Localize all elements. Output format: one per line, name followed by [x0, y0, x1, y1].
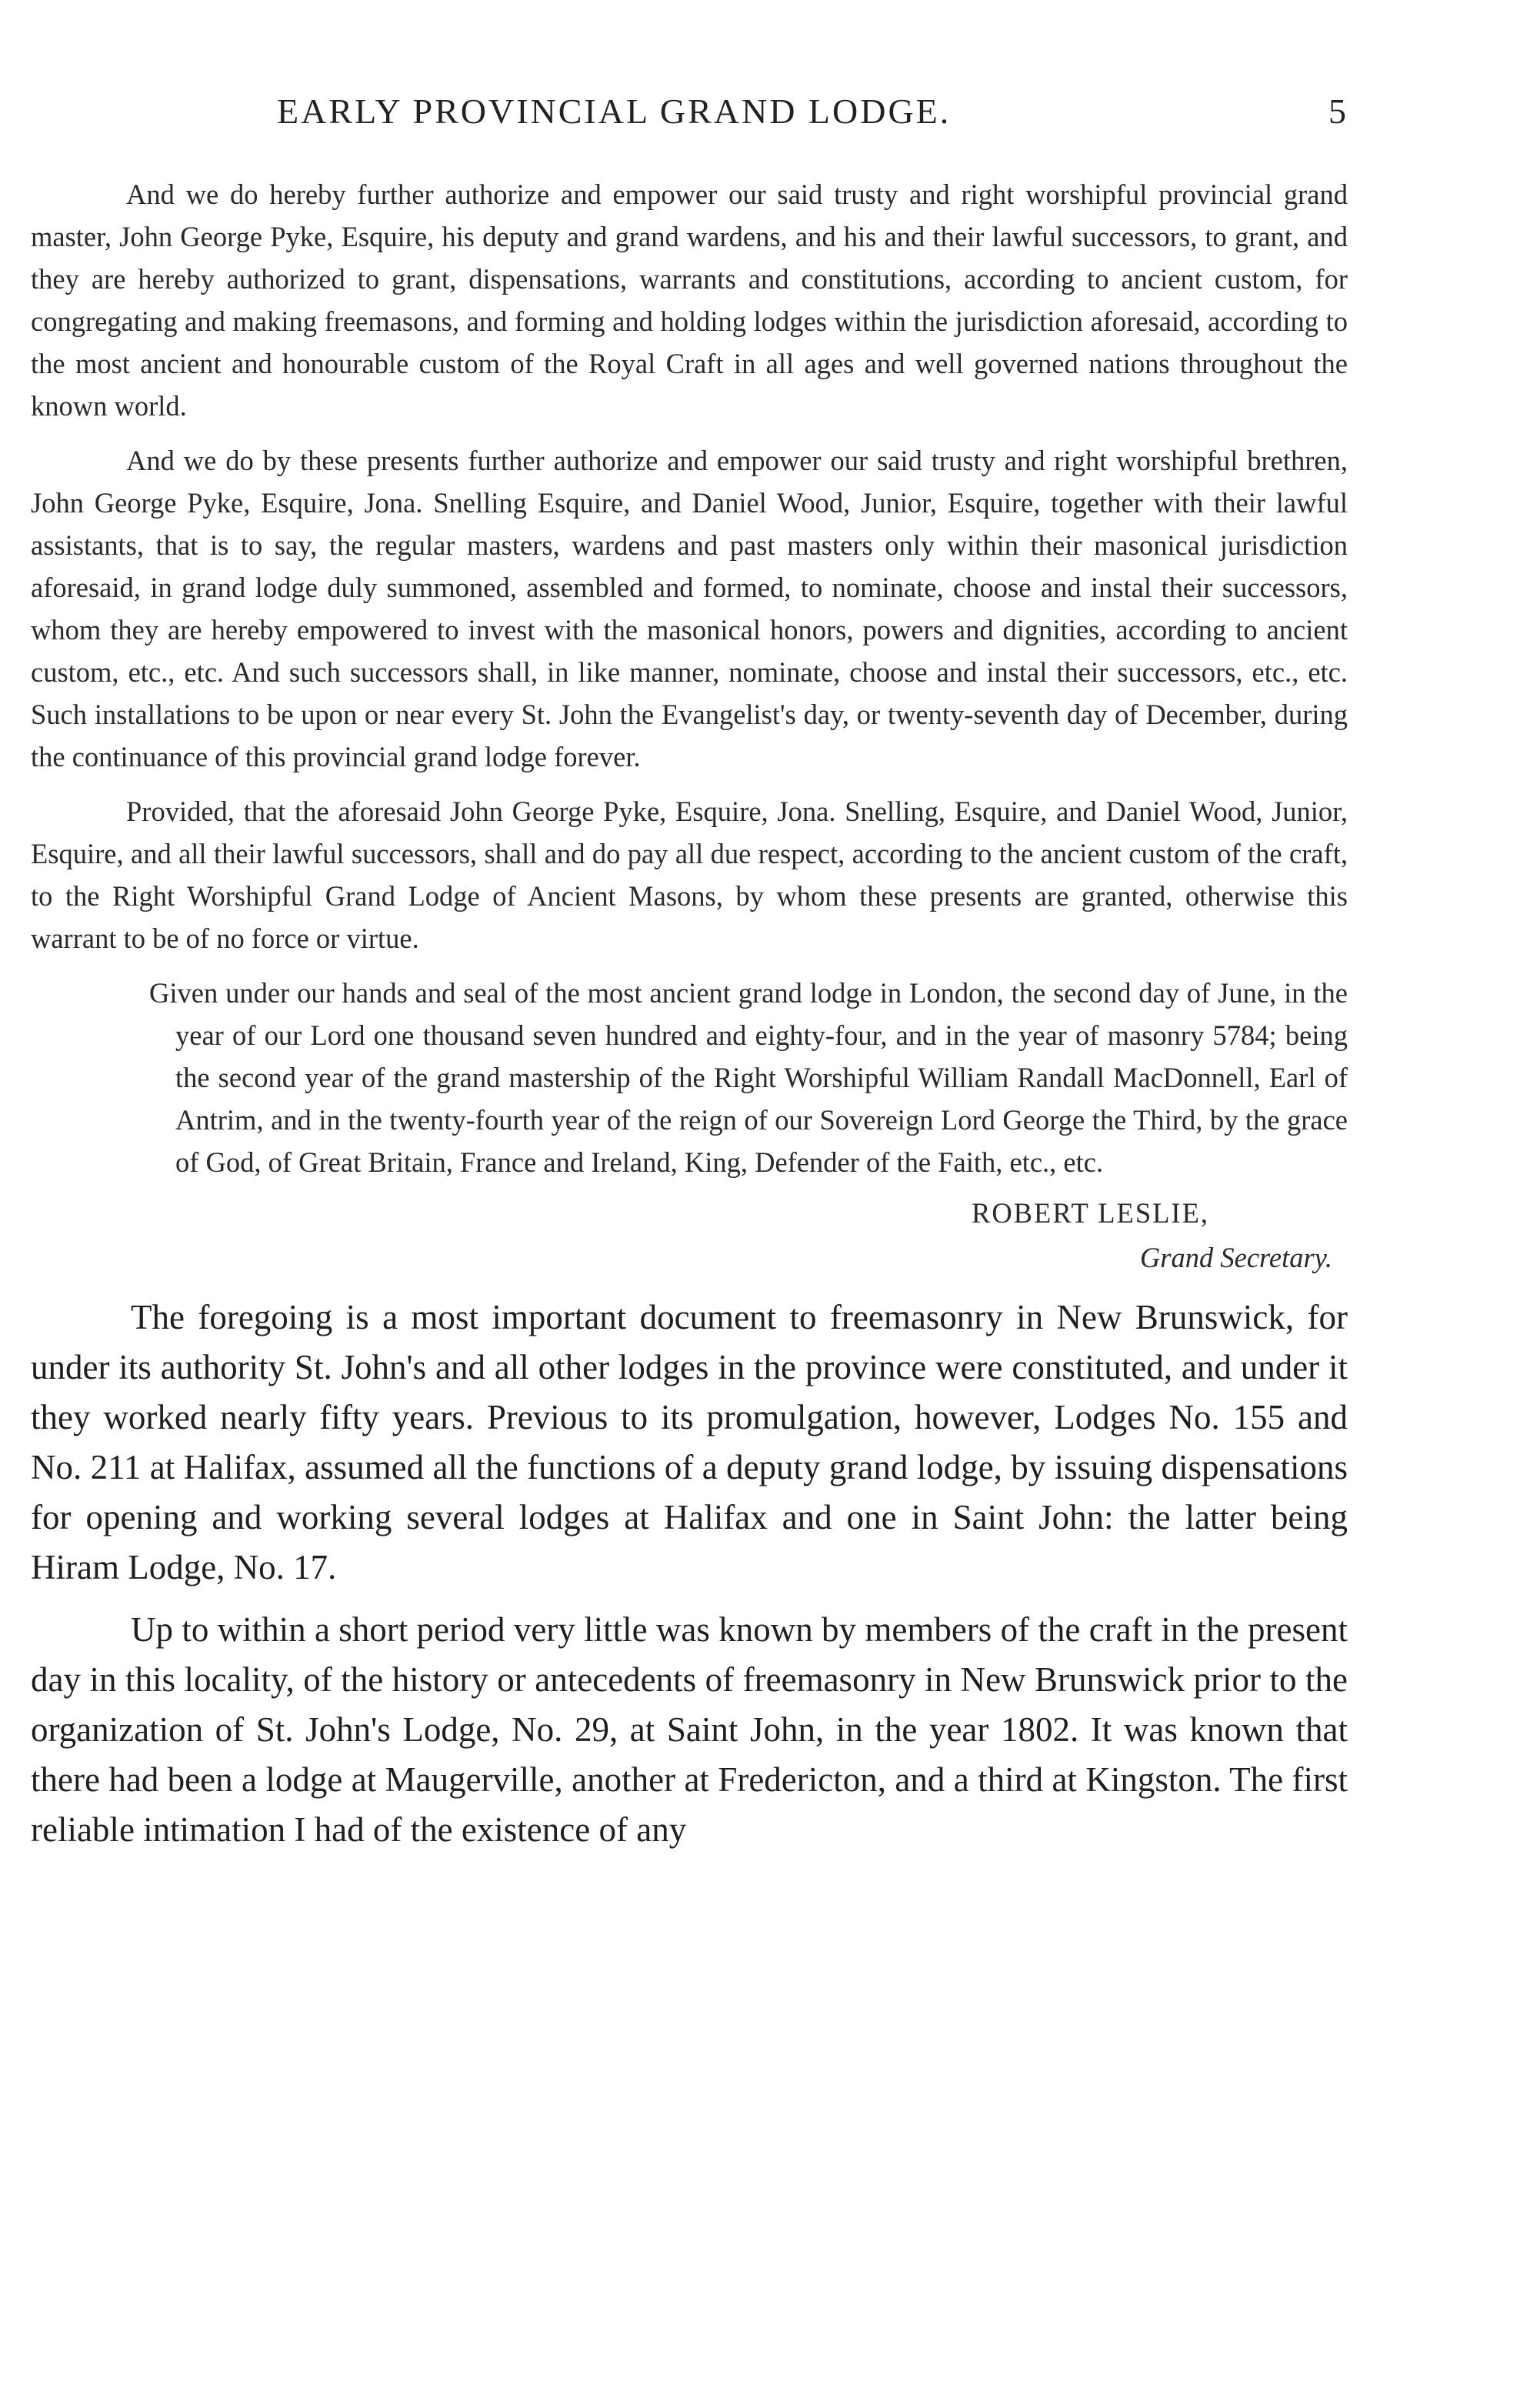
page-header — [277, 91, 1346, 137]
signature-name: ROBERT LESLIE, — [971, 1197, 1209, 1229]
given-clause: Given under our hands and seal of the most ancient grand lodge in London, the second day of June, in the year of our Lord one thousand seven hundred and eighty-four, and in the year of masonry 5784; being the second year of the grand mastership of the Right Worshipful William Randall MacDonnell, Earl of Antrim, and in the twenty-fourth year of the reign of our Sovereign Lord George the Third, by the grace of God, of Great Britain, France and Ireland, King, Defender of the Faith, etc., etc. — [149, 977, 1348, 1178]
signature-title: Grand Secretary. — [1139, 1242, 1332, 1273]
body-paragraph: Up to within a short period very little was known by members of the craft in the present day in this locality, of the history or antecedents of freemasonry in New Brunswick prior to the organization of St. John's Lodge, No. 29, at Saint John, in the year 1802. It was known that there had been a lodge at Maugerville, another at Fredericton, and a third at Kingston. The first reliable intimation I had of the existence of any — [31, 1610, 1348, 1849]
warrant-paragraph: And we do hereby further authorize and empower our said trusty and right worshipful provincial grand master, John George Pyke, Esquire, his deputy and grand wardens, and his and their lawful successors, to grant, and they are hereby authorized to grant, dispensations, warrants and constitutions, according to ancient custom, for congregating and making freemasons, and forming and holding lodges within the jurisdiction aforesaid, according to the most ancient and honourable custom of the Royal Craft in all ages and well governed nations throughout the known world. — [31, 178, 1348, 422]
body-paragraph: The foregoing is a most important document to freemasonry in New Brunswick, for under its authority St. John's and all other lodges in the province were constituted, and under it they worked nearly fifty years. Previous to its promulgation, however, Lodges No. 155 and No. 211 at Halifax, assumed all the functions of a deputy grand lodge, by issuing dispensations for opening and working several lodges at Halifax and one in Saint John: the latter being Hiram Lodge, No. 17. — [31, 1298, 1348, 1586]
warrant-paragraph: Provided, that the aforesaid John George Pyke, Esquire, Jona. Snelling, Esquire, and Daniel Wood, Junior, Esquire, and all their lawful successors, shall and do pay all due respect, according to the ancient custom of the craft, to the Right Worshipful Grand Lodge of Ancient Masons, by whom these presents are granted, otherwise this warrant to be of no force or virtue. — [31, 796, 1348, 954]
running-head: EARLY PROVINCIAL GRAND LODGE. — [277, 92, 952, 131]
warrant-paragraph: And we do by these presents further authorize and empower our said trusty and right worshipful brethren, John George Pyke, Esquire, Jona. Snelling Esquire, and Daniel Wood, Junior, Esquire, together with their lawful assistants, that is to say, the regular masters, wardens and past masters only within their masonical jurisdiction aforesaid, in grand lodge duly summoned, assembled and formed, to nominate, choose and instal their successors, whom they are hereby empowered to invest with the masonical honors, powers and dignities, according to ancient custom, etc., etc. And such successors shall, in like manner, nominate, choose and instal their successors, etc., etc. Such installations to be upon or near every St. John the Evangelist's day, or twenty-seventh day of December, during the continuance of this provincial grand lodge forever. — [31, 445, 1348, 772]
signature-block — [31, 1191, 1348, 1280]
text-column — [31, 173, 1348, 1863]
page-number: 5 — [1328, 92, 1346, 131]
